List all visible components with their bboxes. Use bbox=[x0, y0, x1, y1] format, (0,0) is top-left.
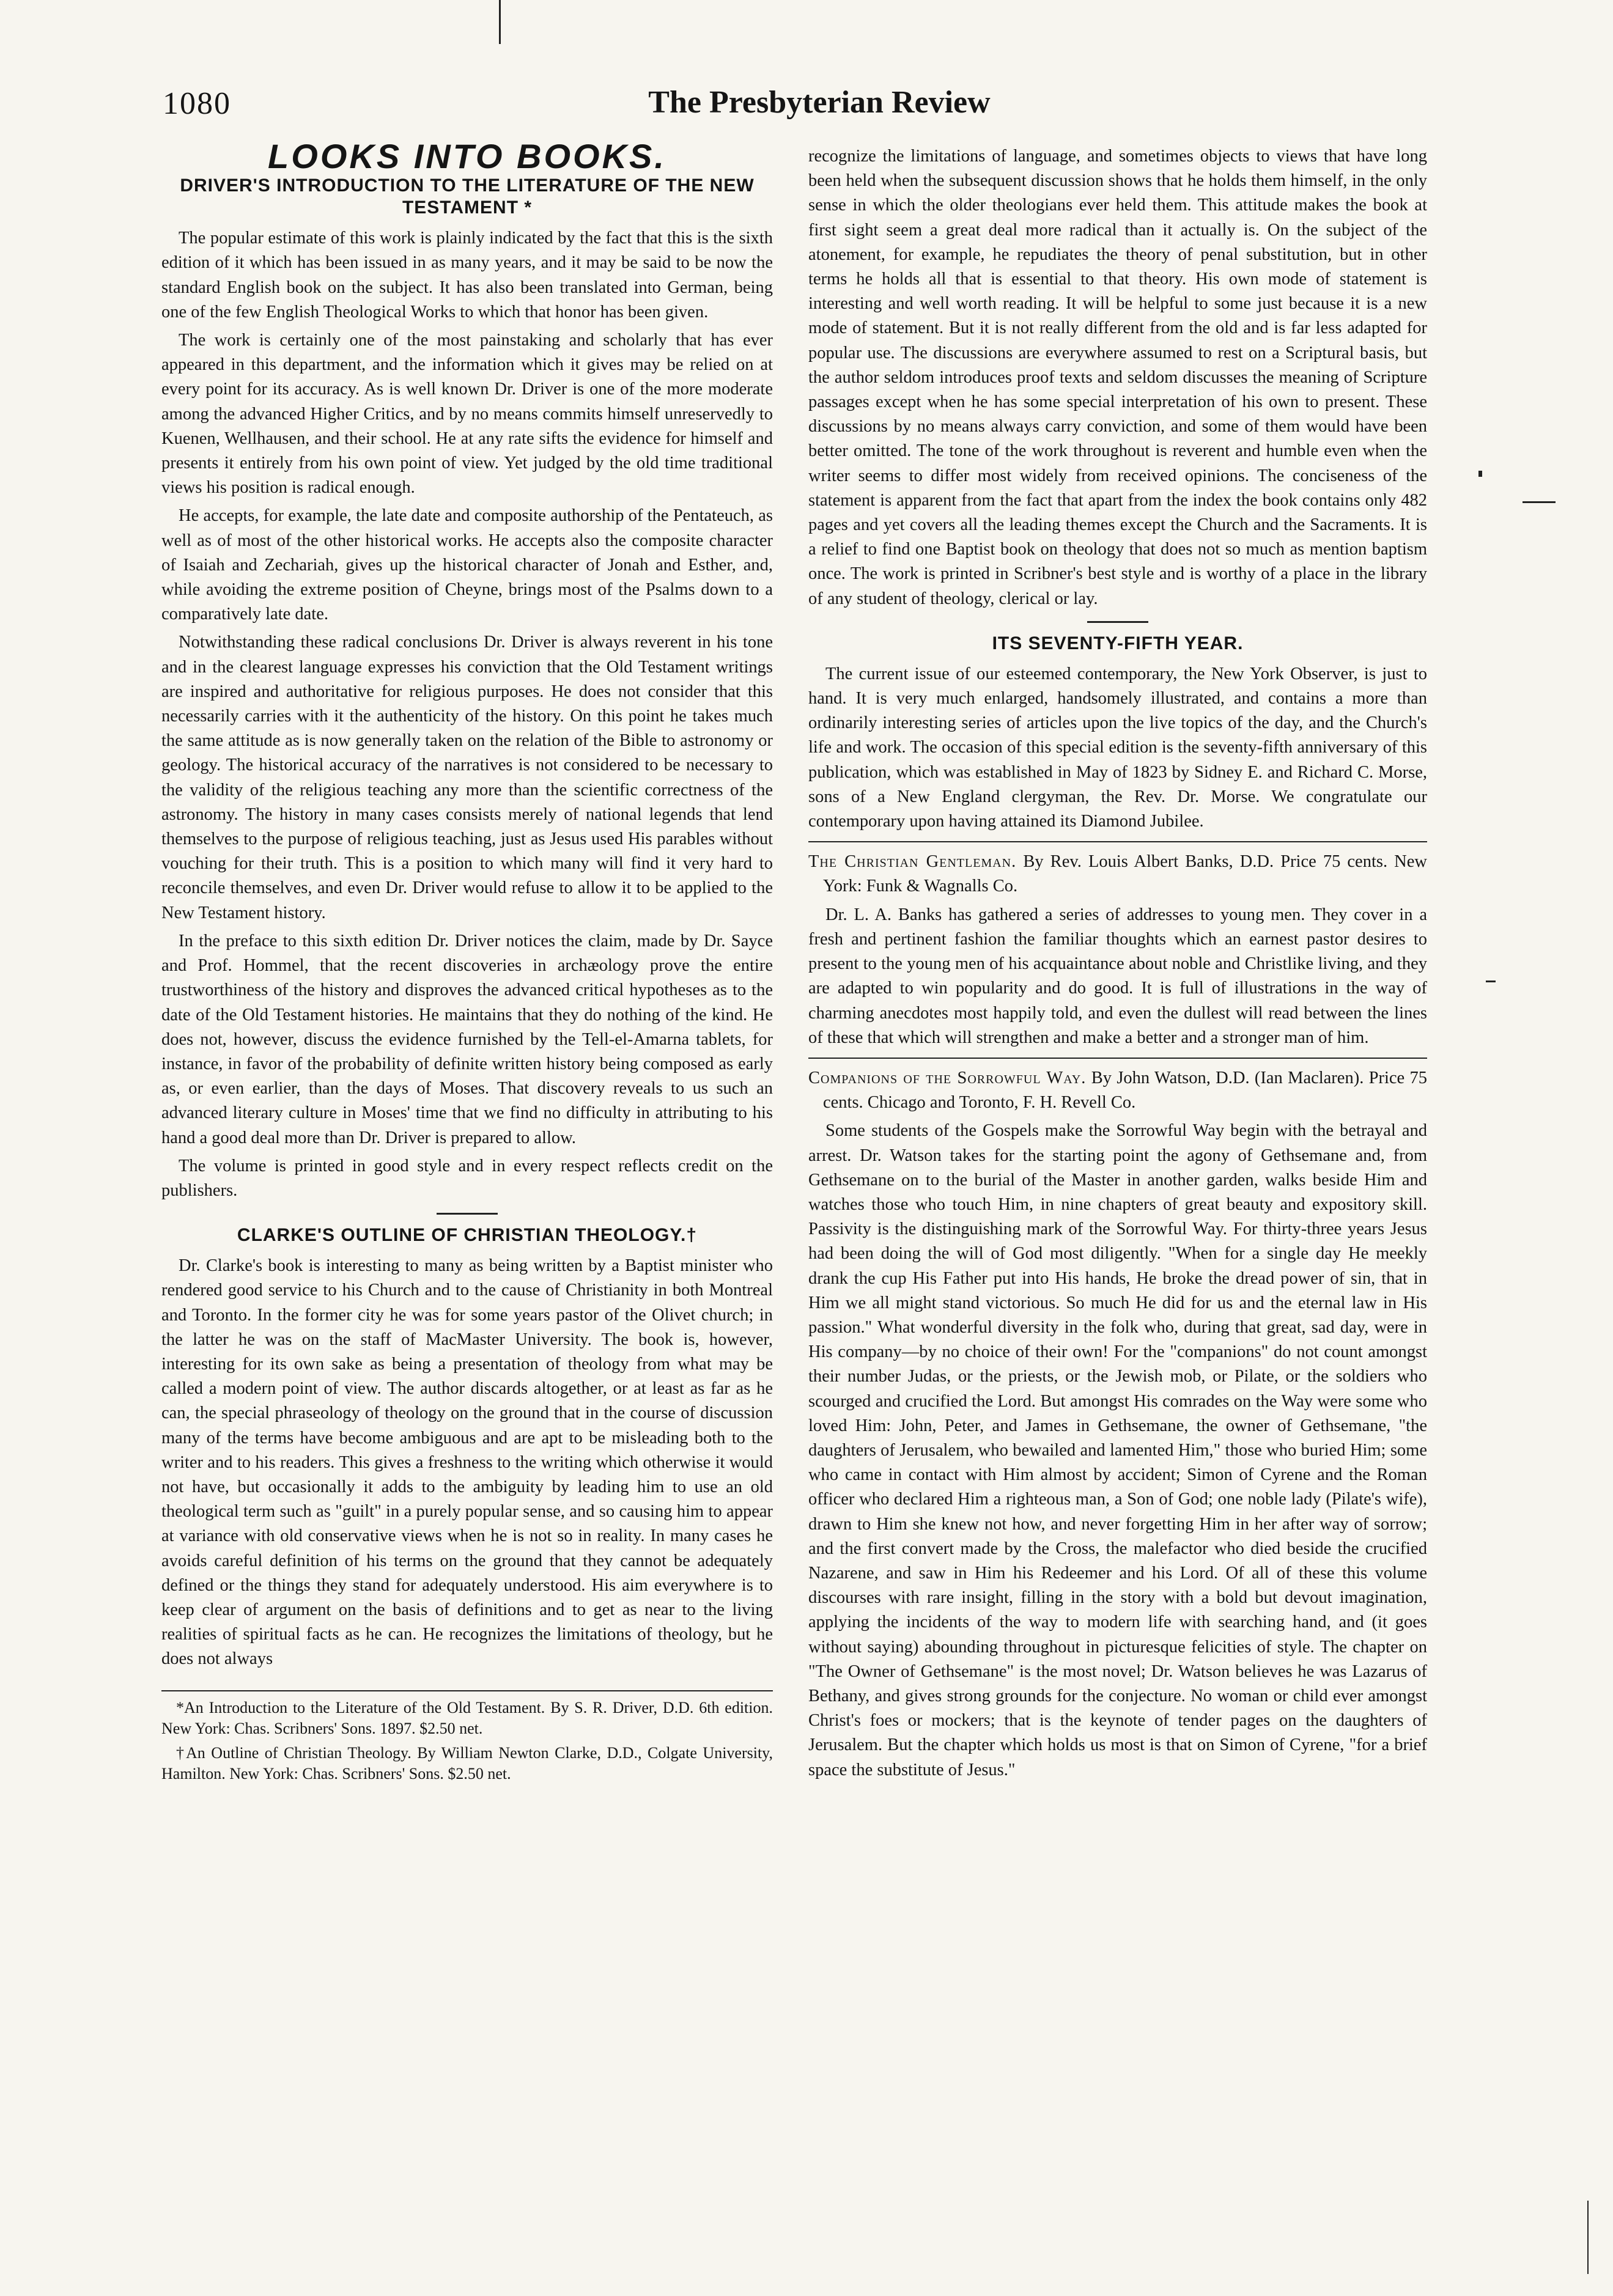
section-divider bbox=[1087, 621, 1148, 623]
review-book-details: By John Watson, D.D. (Ian Maclaren). Price 75 cents. Chicago and Toronto, F. H. Revell Co. bbox=[823, 1068, 1428, 1113]
paragraph: Dr. Clarke's book is interesting to many as being written by a Baptist minister who rendered good service to his Church and to the cause of Christianity in both Montreal and Toronto. In the former city he was for some years pastor of the Olivet church; in the latter he was on the staff of MacMaster University. The book is, however, interesting for its own sake as being a presentation of theology from what may be called a modern point of view. The author discards altogether, or at least as far as he can, the special phraseology of theology on the ground that in the course of discussion many of the terms have become ambiguous and are apt to be misleading both to the writer and to his readers. This gives a freshness to the writing which otherwise it would not have, but occasionally it adds to the ambiguity by leading him to use an old theological term such as "guilt" in a purely popular sense, and so causing him to appear at variance with old conservative views when he is not so in reality. In many cases he avoids careful definition of his terms on the ground that they cannot be adequately defined or the things they stand for adequately understood. His aim everywhere is to keep clear of argument on the basis of definitions and to get as near to the living realities of spiritual facts as he can. He recognizes the limitations of theology, but he does not always bbox=[161, 1256, 773, 1669]
paragraph: The current issue of our esteemed contemporary, the New York Observer, is just to hand. It is very much enlarged, handsomely illustrated, and contains a more than ordinarily interesting series of articles upon the live topics of the day, and the Church's life and work. The occasion of this special edition is the seventy-fifth anniversary of this publication, which was established in May of 1823 by Sidney E. and Richard C. Morse, sons of a New England clergyman, the Rev. Dr. Morse. We congratulate our contemporary upon having attained its Diamond Jubilee. bbox=[808, 664, 1427, 831]
footnote-driver: *An Introduction to the Literature of the Old Testament. By S. R. Driver, D.D. 6th edition. New York: Chas. Scribners' Sons. 1897. $2.50 net. bbox=[161, 1698, 773, 1737]
section-divider bbox=[808, 841, 1427, 842]
paragraph: The popular estimate of this work is plainly indicated by the fact that this is the sixth edition of it which has been issued in as many years, and it may be said to be now the standard English book on the subject. It has also been translated into German, being one of the few English Theological Works to which that honor has been given. bbox=[161, 229, 773, 322]
article-title-seventy-fifth: ITS SEVENTY-FIFTH YEAR. bbox=[992, 633, 1244, 653]
right-column bbox=[808, 144, 1427, 1783]
left-column bbox=[161, 137, 773, 1784]
review-book-details: By Rev. Louis Albert Banks, D.D. Price 75 cents. New York: Funk & Wagnalls Co. bbox=[823, 852, 1427, 896]
margin-mark bbox=[1486, 981, 1496, 982]
review-book-title: The Christian Gentleman. bbox=[808, 852, 1017, 872]
page-number: 1080 bbox=[163, 86, 231, 121]
margin-mark bbox=[1478, 471, 1482, 477]
paragraph: Some students of the Gospels make the Sorrowful Way begin with the betrayal and arrest. Dr. Watson takes for the starting point the agony of Gethsemane and, from Gethsemane on to the burial of the Master in another garden, walks beside Him and watches those who touch Him, in nine chapters of great beauty and expository skill. Passivity is the distinguishing mark of the Sorrowful Way. For thirty-three years Jesus had been doing the will of God most diligently. "When for a single day He meekly drank the cup His Father put into His hands, He broke the dread power of sin, that in Him we all might stand victorious. So much He did for us and the eternal law in His passion." What wonderful diversity in the folk who, during that great, sad day, were in His company—by no choice of their own! For the "companions" do not count amongst their number Judas, or the priests, or the Jewish mob, or Pilate, or the soldiers who scourged and crucified the Lord. But amongst His comrades on the Way were some who loved Him: John, Peter, and James in Gethsemane, the owner of Gethsemane, "the daughters of Jerusalem, who bewailed and lamented Him," those who buried Him; some who came in contact with Him almost by accident; Simon of Cyrene and the Roman officer who declared Him a righteous man, a Son of God; one noble lady (Pilate's wife), drawn to Him she knew not how, and never forgetting Him in her after way of sorrow; and the first convert made by the Cross, the malefactor who died beside the crucified Nazarene, and saw in Him his Redeemer and his Lord. Of all of these this volume discourses with rare insight, filling in the story with a bold but devout imagination, applying the incidents of the way to modern life with searching hand, and (it goes without saying) abounding throughout in picturesque felicities of style. The chapter on "The Owner of Gethsemane" is the most novel; Dr. Watson believes he was Lazarus of Bethany, and gives strong grounds for the conjecture. No woman or child ever amongst Christ's foes or mockers; that is the keynote of tender pages on the daughters of Jerusalem. But the chapter which holds us most is that on Simon of Cyrene, "for a brief space the substitute of Jesus." bbox=[808, 1121, 1427, 1779]
review-heading-watson bbox=[808, 1066, 1427, 1115]
section-divider bbox=[808, 1058, 1427, 1059]
paragraph: Notwithstanding these radical conclusions Dr. Driver is always reverent in his tone and in the clearest language expresses his conviction that the Old Testament writings are inspired and authoritative for religious purposes. He does not consider that this necessarily carries with it the authenticity of the history. On this point he takes much the same attitude as is now generally taken on the relation of the Bible to astronomy or geology. The historical accuracy of the narratives is not considered to be necessary to the validity of the religious teaching any more than the scientific correctness of the astronomy. The history in many cases consists merely of national legends that lend themselves to the purpose of religious teaching, just as Jesus used His parables without vouching for their truth. This is a position to which many will find it very hard to reconcile themselves, and even Dr. Driver would refuse to allow it to be applied to the New Testament history. bbox=[161, 633, 773, 922]
paragraph-continued: recognize the limitations of language, and sometimes objects to views that have long been held when the subsequent discussion shows that he holds them himself, in the only sense in which the older theologians ever held them. This attitude makes the book at first sight seem a great deal more radical than it actually is. On the subject of the atonement, for example, he repudiates the theory of penal substitution, but in other terms he holds all that is essential to that theory. His own mode of statement is interesting and well worth reading. It will be helpful to some just because it is a new mode of statement. But it is not really different from the old and is far less adapted for popular use. The discussions are everywhere assumed to rest on a Scriptural basis, but the author seldom introduces proof texts and seldom discusses the meaning of Scripture passages except when he has some special interpretation of his own to present. These discussions by no means always carry conviction, and some of them would have been better omitted. The tone of the work throughout is reverent and humble even when the writer seems to differ most widely from received opinions. The conciseness of the statement is apparent from the fact that apart from the index the book contains only 482 pages and yet covers all the leading themes except the Church and the Sacraments. It is a relief to find one Baptist book on theology that does not so much as mention baptism once. The work is printed in Scribner's best style and is worthy of a place in the library of any student of theology, clerical or lay. bbox=[808, 147, 1427, 608]
footnote-clarke: †An Outline of Christian Theology. By William Newton Clarke, D.D., Colgate University, Hamilton. New York: Chas. Scribners' Sons. $2.50 net. bbox=[161, 1743, 773, 1783]
section-title: LOOKS INTO BOOKS. bbox=[268, 137, 666, 175]
article-title-clarke: CLARKE'S OUTLINE OF CHRISTIAN THEOLOGY.† bbox=[237, 1225, 698, 1246]
section-divider bbox=[437, 1213, 498, 1215]
review-heading-banks bbox=[808, 850, 1427, 899]
top-margin-rule bbox=[499, 0, 501, 44]
paragraph: Dr. L. A. Banks has gathered a series of addresses to young men. They cover in a fresh and pertinent fashion the familiar thoughts which an earnest pastor desires to present to the young men of his acquaintance about noble and Christlike living, and they are adapted to win popularity and do good. It is full of illustrations in the way of charming anecdotes most happily told, and even the dullest will read between the lines of these that which will strengthen and make a better and a stronger man of him. bbox=[808, 905, 1427, 1047]
margin-mark bbox=[1523, 501, 1556, 503]
paragraph: He accepts, for example, the late date and composite authorship of the Pentateuch, as well as of most of the other historical works. He accepts also the composite character of Isaiah and Zechariah, gives up the historical character of Jonah and Esther, and, while avoiding the extreme position of Cheyne, brings most of the Psalms down to a comparatively late date. bbox=[161, 506, 773, 624]
paragraph: In the preface to this sixth edition Dr. Driver notices the claim, made by Dr. Sayce and Prof. Hommel, that the recent discoveries in archæology prove the entire trustworthiness of the history and disproves the advanced critical hypotheses as to the date of the Old Testament histories. He maintains that they do nothing of the kind. He does not, however, discuss the evidence furnished by the Tell-el-Amarna tablets, for instance, in favor of the probability of definite written history being composed as early as, or even earlier, than the days of Moses. That discovery reveals to us such an advanced literary culture in Moses' time that we find no difficulty in attributing to his hand a good deal more than Dr. Driver is prepared to allow. bbox=[161, 931, 773, 1147]
review-book-title: Companions of the Sorrowful Way. bbox=[808, 1068, 1087, 1087]
paragraph: The volume is printed in good style and in every respect reflects credit on the publishers. bbox=[161, 1156, 773, 1200]
paragraph: The work is certainly one of the most painstaking and scholarly that has ever appeared in this department, and the information which it gives may be relied on at every point for its accuracy. As is well known Dr. Driver is one of the more moderate among the advanced Higher Critics, and by no means commits himself unreservedly to Kuenen, Wellhausen, and their school. He at any rate sifts the evidence for himself and presents it entirely from his own point of view. Yet judged by the old time traditional views his position is radical enough. bbox=[161, 331, 773, 498]
article-title-driver: DRIVER'S INTRODUCTION TO THE LITERATURE OF THE NEW TESTAMENT * bbox=[180, 175, 755, 218]
margin-mark bbox=[1587, 2201, 1589, 2274]
footnotes bbox=[161, 1690, 773, 1784]
running-title: The Presbyterian Review bbox=[648, 85, 991, 120]
